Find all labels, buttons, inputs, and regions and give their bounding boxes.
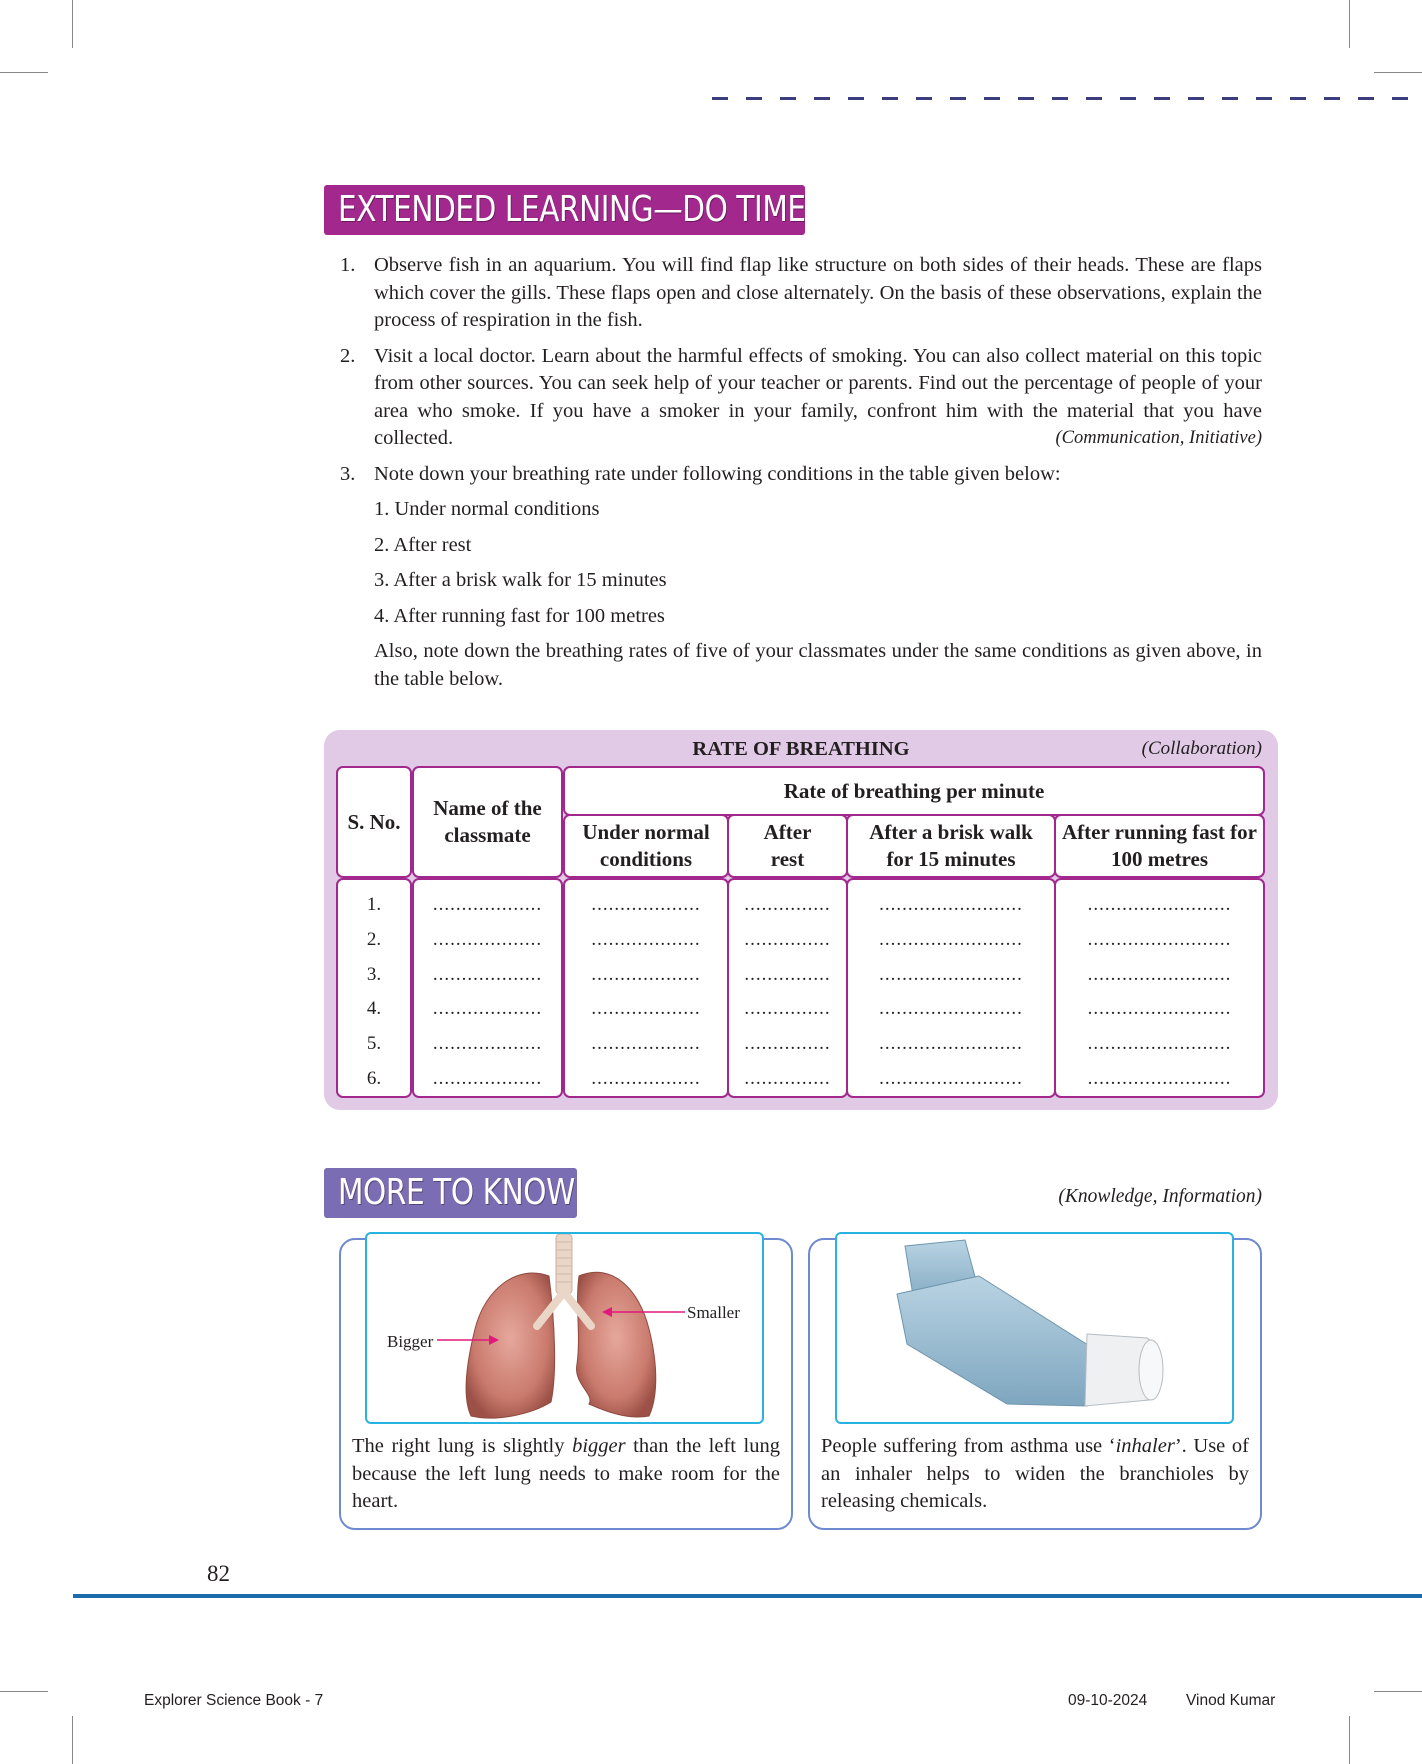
blank-entry[interactable]: ......................... (879, 963, 1023, 985)
footer-date: 09-10-2024 (1068, 1692, 1148, 1709)
blank-entry[interactable]: ................... (432, 963, 543, 985)
list-item: 2. Visit a local doctor. Learn about the harmful effects of smoking. You can also collect material on this topic from other sources. You can seek help of your teacher or parents. Find out the percentage of people of your area who smoke. If you have a smoker in your family, confront him with the material that you have collected. (Communication, Initiative) (340, 343, 1262, 453)
table-row: 6. (366, 1067, 382, 1089)
lung-fact-text: The right lung is slightly bigger than the left lung because the left lung needs to make room for the heart. (352, 1435, 780, 1512)
activity-text: Note down your breathing rate under following conditions in the table given below: (374, 462, 1061, 485)
skill-tag: (Knowledge, Information) (1058, 1186, 1262, 1207)
table-row: 4. (366, 998, 382, 1020)
footer-author: Vinod Kumar (1186, 1692, 1276, 1709)
condition-item: 1. Under normal conditions (374, 498, 600, 520)
blank-entry[interactable]: ................... (591, 1033, 701, 1055)
blank-entry[interactable]: ......................... (1087, 894, 1232, 915)
breathing-table-panel (324, 730, 1278, 1110)
table-title: RATE OF BREATHING (692, 738, 910, 760)
blank-entry[interactable]: ................... (591, 894, 701, 915)
crop-mark (0, 1691, 48, 1692)
activity-text: Visit a local doctor. Learn about the harmful effects of smoking. You can also collect material on this topic from other sources. You can seek help of your teacher or parents. Find out the percentage of people of your area who smoke. If you have a smoker in your family, confront him with the material that you have collected. (374, 344, 1262, 449)
blank-entry[interactable]: ................... (591, 963, 701, 985)
footer-book-title: Explorer Science Book - 7 (144, 1692, 324, 1709)
crop-mark (72, 1716, 73, 1764)
label-smaller: Smaller (687, 1303, 740, 1322)
running-column (1054, 878, 1265, 1098)
blank-entry[interactable]: ............... (744, 894, 831, 915)
skill-tag: (Communication, Initiative) (1055, 428, 1262, 448)
crop-mark (0, 72, 48, 73)
lungs-illustration (367, 1234, 762, 1422)
blank-entry[interactable]: ............... (744, 963, 831, 985)
extended-learning-heading: EXTENDED LEARNING—DO TIME (324, 185, 805, 235)
list-item: 1. Observe fish in an aquarium. You will find flap like structure on both sides of their heads. These are flaps which cover the gills. These flaps open and close alternately. On the basis of these observations, explain the process of respiration in the fish. (340, 254, 1262, 331)
table-row: 1. (366, 894, 382, 915)
normal-column (563, 878, 729, 1098)
table-row: 2. (366, 928, 382, 950)
name-column (412, 878, 563, 1098)
header-rest: After rest (727, 814, 848, 878)
header-sno: S. No. (336, 766, 412, 878)
condition-item: 3. After a brisk walk for 15 minutes (374, 569, 667, 591)
list-item: 3. Note down your breathing rate under following conditions in the table given below: 1. Under normal conditions 2. After rest 3. After a brisk walk for 15 minutes 4. After running fast for 100 metres Also, note down the breathing rates of five of your classmates under the same conditions as given above, in the table below. (340, 461, 1262, 694)
canister-end (1139, 1340, 1163, 1400)
blank-entry[interactable]: ......................... (1087, 1067, 1232, 1089)
blank-entry[interactable]: ................... (432, 998, 543, 1020)
lungs-image-frame (365, 1232, 764, 1424)
blank-entry[interactable]: ................... (591, 998, 701, 1020)
blank-entry[interactable]: ......................... (1087, 963, 1232, 985)
condition-item: 2. After rest (374, 533, 472, 556)
label-bigger: Bigger (387, 1332, 434, 1351)
blank-entry[interactable]: ......................... (879, 928, 1023, 950)
blank-entry[interactable]: ......................... (1087, 928, 1232, 950)
brisk-walk-column (846, 878, 1056, 1098)
blank-entry[interactable]: ......................... (1087, 998, 1232, 1020)
page-number: 82 (207, 1561, 230, 1586)
right-lung-shape (466, 1273, 555, 1418)
blank-entry[interactable]: ................... (432, 928, 543, 950)
blank-entry[interactable]: ................... (432, 894, 543, 915)
sno-column (336, 878, 412, 1098)
blank-entry[interactable]: ......................... (879, 1033, 1023, 1055)
dashed-divider (712, 97, 1412, 100)
blank-entry[interactable]: ................... (432, 1067, 543, 1089)
table-row: 3. (366, 963, 382, 985)
activity-list (340, 252, 1262, 701)
crop-mark (1349, 0, 1350, 48)
rest-column (727, 878, 848, 1098)
activity-text: Observe fish in an aquarium. You will find flap like structure on both sides of their heads. These are flaps which cover the gills. These flaps open and close alternately. On the basis of these observations, explain the process of respiration in the fish. (374, 254, 1262, 331)
inhaler-illustration (837, 1234, 1232, 1422)
header-name: Name of the classmate (412, 766, 563, 878)
crop-mark (72, 0, 73, 48)
header-brisk-walk: After a brisk walk for 15 minutes (846, 814, 1056, 878)
skill-tag: (Collaboration) (1141, 738, 1262, 759)
inhaler-body-shape (897, 1276, 1099, 1406)
footer-rule (73, 1594, 1422, 1598)
blank-entry[interactable]: ......................... (879, 998, 1023, 1020)
header-running: After running fast for 100 metres (1054, 814, 1265, 878)
crop-mark (1349, 1716, 1350, 1764)
table-row: 5. (366, 1033, 382, 1055)
blank-entry[interactable]: ......................... (879, 1067, 1023, 1089)
blank-entry[interactable]: ................... (591, 928, 701, 950)
conditions-list (374, 496, 1262, 693)
blank-entry[interactable]: ......................... (879, 894, 1023, 915)
blank-entry[interactable]: ................... (432, 1033, 543, 1055)
trachea-shape (556, 1234, 572, 1294)
header-group: Rate of breathing per minute (563, 766, 1265, 816)
blank-entry[interactable]: ............... (744, 998, 831, 1020)
blank-entry[interactable]: ............... (744, 1067, 831, 1089)
condition-item: 4. After running fast for 100 metres (374, 604, 665, 627)
blank-entry[interactable]: ................... (591, 1067, 701, 1089)
left-lung-shape (577, 1272, 656, 1417)
inhaler-fact-text: People suffering from asthma use ‘inhaler’. Use of an inhaler helps to widen the branchioles by releasing chemicals. (821, 1435, 1249, 1512)
inhaler-image-frame (835, 1232, 1234, 1424)
instruction-text: Also, note down the breathing rates of five of your classmates under the same conditions as given above, in the table below. (374, 640, 1262, 690)
header-normal: Under normal conditions (563, 814, 729, 878)
crop-mark (1374, 72, 1422, 73)
blank-entry[interactable]: ............... (744, 928, 831, 950)
blank-entry[interactable]: ............... (744, 1033, 831, 1055)
blank-entry[interactable]: ......................... (1087, 1033, 1232, 1055)
crop-mark (1374, 1691, 1422, 1692)
more-to-know-heading: MORE TO KNOW (324, 1168, 577, 1218)
